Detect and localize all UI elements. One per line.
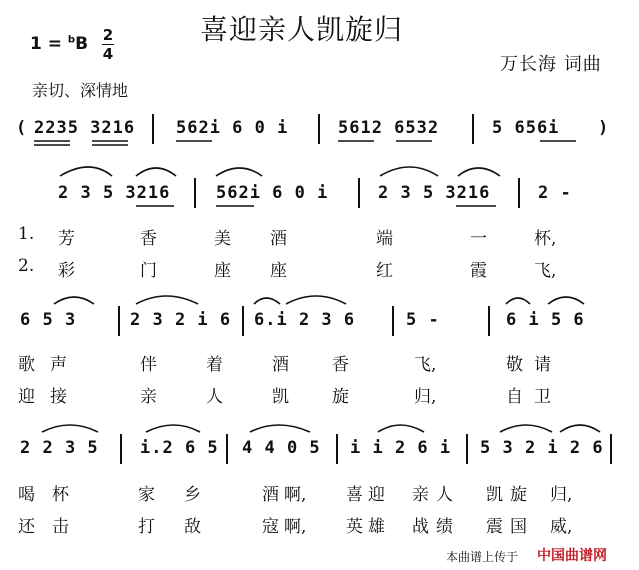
lyric-char: 香 bbox=[140, 229, 157, 249]
lyric-char: 归, bbox=[414, 387, 437, 407]
song-title: 喜迎亲人凯旋归 bbox=[200, 13, 404, 46]
s2-measure-3: 6.i 2 3 6 bbox=[254, 310, 356, 330]
lyric-char: 凯 bbox=[486, 485, 503, 505]
lyric-char: 端 bbox=[376, 229, 393, 249]
lyric-char: 国 bbox=[510, 517, 527, 537]
lyric-char: 声 bbox=[50, 355, 67, 375]
s3-measure-1: 2 2 3 5 bbox=[20, 438, 99, 458]
intro-close-paren: ) bbox=[598, 118, 610, 138]
lyric-char: 飞, bbox=[534, 261, 557, 281]
lyric-char: 门 bbox=[140, 261, 157, 281]
s1-measure-2: 562i 6 0 i bbox=[216, 183, 329, 203]
lyric-char: 旋 bbox=[510, 485, 527, 505]
intro-measure-4: 5 656i bbox=[492, 118, 560, 138]
site-logo[interactable]: 中国曲谱网 bbox=[537, 548, 607, 564]
slur bbox=[458, 168, 500, 176]
lyric-char: 人 bbox=[436, 485, 453, 505]
slur bbox=[216, 168, 262, 176]
lyric-char: 啊, bbox=[284, 517, 307, 537]
slur bbox=[380, 167, 438, 176]
s3-measure-2: i.2 6 5 bbox=[140, 438, 219, 458]
slur bbox=[42, 425, 98, 432]
lyric-char: 凯 bbox=[272, 387, 289, 407]
lyric-char: 敌 bbox=[184, 517, 201, 537]
lyric-char: 乡 bbox=[184, 485, 201, 505]
lyric-char: 人 bbox=[206, 387, 223, 407]
lyric-char: 美 bbox=[214, 229, 231, 249]
lyric-char: 击 bbox=[52, 517, 69, 537]
s1-measure-4: 2 - bbox=[538, 183, 572, 203]
key-note: B bbox=[75, 34, 89, 54]
s3-measure-4: i i 2 6 i bbox=[350, 438, 452, 458]
lyric-char: 家 bbox=[138, 485, 155, 505]
lyric-char: 打 bbox=[138, 517, 155, 537]
lyric-char: 香 bbox=[332, 355, 349, 375]
slur bbox=[500, 425, 552, 432]
s2-measure-2: 2 3 2 i 6 bbox=[130, 310, 232, 330]
s1-measure-3: 2 3 5 3216 bbox=[378, 183, 491, 203]
expression-mark: 亲切、深情地 bbox=[32, 81, 129, 100]
s2-measure-5: 6 i 5 6 bbox=[506, 310, 585, 330]
s1-measure-1: 2 3 5 3216 bbox=[58, 183, 171, 203]
lyric-char: 杯, bbox=[534, 229, 557, 249]
lyric-char: 战 bbox=[412, 517, 429, 537]
slur bbox=[250, 425, 310, 432]
slur bbox=[506, 298, 530, 304]
lyric-char: 霞 bbox=[470, 261, 487, 281]
lyric-char: 伴 bbox=[140, 355, 157, 375]
lyric-char: 亲 bbox=[140, 387, 157, 407]
lyric-char: 座 bbox=[214, 261, 231, 281]
lyric-char: 喜 bbox=[346, 485, 363, 505]
intro-measure-2: 562i 6 0 i bbox=[176, 118, 289, 138]
lyric-char: 着 bbox=[206, 355, 223, 375]
slur bbox=[136, 168, 176, 176]
lyric-char: 寇 bbox=[262, 517, 279, 537]
lyric-char: 红 bbox=[376, 261, 393, 281]
slur bbox=[60, 167, 112, 176]
slur bbox=[548, 297, 584, 304]
slur bbox=[146, 425, 200, 432]
slur bbox=[136, 296, 198, 304]
lyric-char: 喝 bbox=[18, 485, 35, 505]
lyric-char: 飞, bbox=[414, 355, 437, 375]
key-prefix: 1 = bbox=[30, 34, 68, 54]
lyric-char: 英 bbox=[346, 517, 363, 537]
intro-measure-1: 2235 3216 bbox=[34, 118, 136, 138]
lyric-char: 迎 bbox=[18, 387, 35, 407]
upload-note: 本曲谱上传于 bbox=[446, 550, 519, 564]
meter-top: 2 bbox=[102, 26, 114, 44]
lyric-char: 迎 bbox=[368, 485, 385, 505]
slur bbox=[54, 297, 94, 304]
lyric-char: 杯 bbox=[52, 485, 69, 505]
meter-bottom: 4 bbox=[102, 45, 114, 63]
lyric-char: 威, bbox=[550, 517, 573, 537]
s2-measure-1: 6 5 3 bbox=[20, 310, 77, 330]
lyric-char: 亲 bbox=[412, 485, 429, 505]
slur bbox=[560, 425, 600, 432]
lyric-char: 归, bbox=[550, 485, 573, 505]
s3-measure-3: 4 4 0 5 bbox=[242, 438, 321, 458]
lyric-char: 自 bbox=[506, 387, 523, 407]
lyric-char: 啊, bbox=[284, 485, 307, 505]
slur bbox=[378, 425, 424, 432]
lyric-char: 歌 bbox=[18, 355, 35, 375]
slur bbox=[286, 296, 346, 304]
lyric-char: 旋 bbox=[332, 387, 349, 407]
flat-sign: b bbox=[67, 34, 76, 46]
lyric-char: 卫 bbox=[534, 387, 551, 407]
lyric-char: 敬 bbox=[506, 355, 523, 375]
verse1-number: 1. bbox=[18, 224, 35, 244]
lyric-char: 酒 bbox=[272, 355, 289, 375]
lyric-char: 酒 bbox=[262, 485, 279, 505]
intro-measure-3: 5612 6532 bbox=[338, 118, 440, 138]
lyric-char: 芳 bbox=[58, 229, 75, 249]
lyric-char: 一 bbox=[470, 229, 487, 249]
lyric-char: 请 bbox=[534, 355, 551, 375]
intro-open-paren: ( bbox=[16, 118, 28, 138]
lyric-char: 彩 bbox=[58, 261, 75, 281]
lyric-char: 震 bbox=[486, 517, 503, 537]
s3-measure-5: 5 3 2 i 2 6 bbox=[480, 438, 604, 458]
lyric-char: 还 bbox=[18, 517, 35, 537]
lyric-char: 雄 bbox=[368, 517, 385, 537]
author-credit: 万长海 词曲 bbox=[500, 54, 602, 75]
lyric-char: 接 bbox=[50, 387, 67, 407]
lyric-char: 座 bbox=[270, 261, 287, 281]
s2-measure-4: 5 - bbox=[406, 310, 440, 330]
verse2-number: 2. bbox=[18, 256, 35, 276]
slur bbox=[254, 298, 280, 304]
lyric-char: 酒 bbox=[270, 229, 287, 249]
lyric-char: 绩 bbox=[436, 517, 453, 537]
